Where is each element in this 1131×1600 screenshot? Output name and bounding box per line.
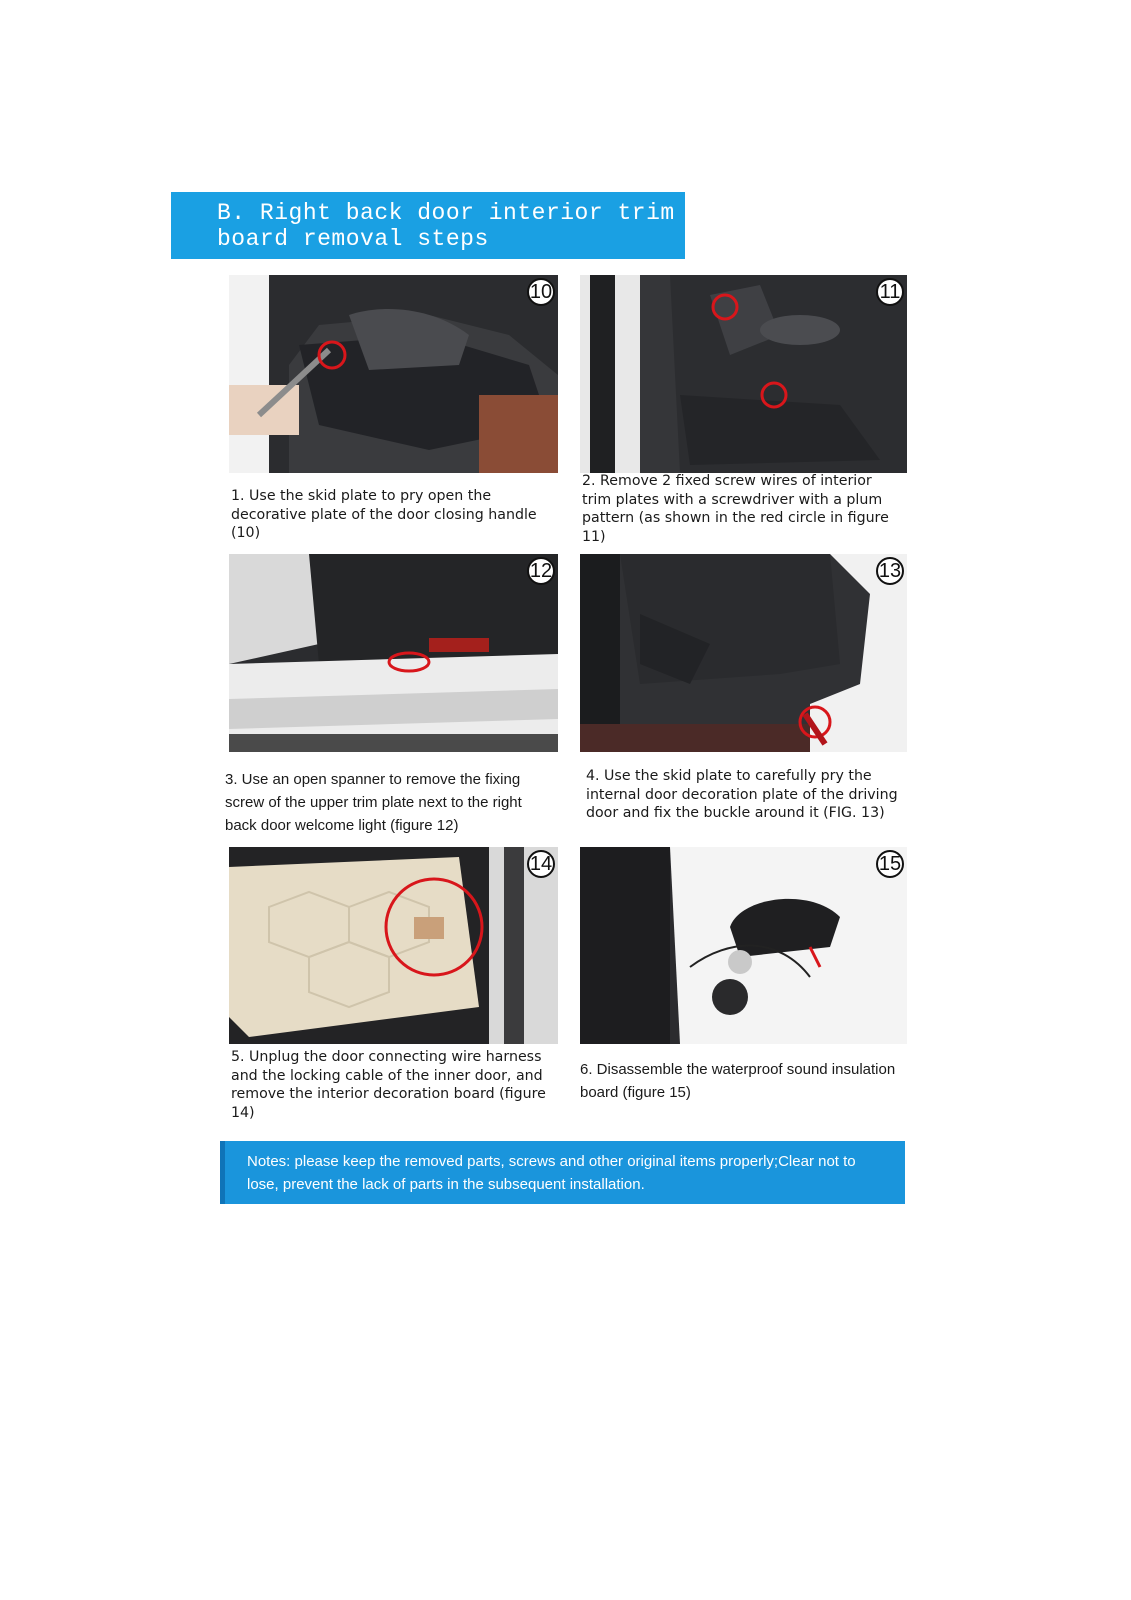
figure-14-photo xyxy=(229,847,558,1044)
notes-box xyxy=(220,1141,905,1204)
figure-11-caption: 2. Remove 2 fixed screw wires of interior trim plates with a screwdriver with a plum pattern (as shown in the red circle in figure 11) xyxy=(582,473,889,545)
figure-12-caption: 3. Use an open spanner to remove the fixing screw of the upper trim plate next to the right back door welcome light (figure 12) xyxy=(225,771,522,834)
figure-11-badge: 11 xyxy=(876,278,904,306)
section-title-banner xyxy=(171,192,685,259)
figure-10-caption: 1. Use the skid plate to pry open the decorative plate of the door closing handle (10) xyxy=(231,488,537,541)
figure-10-photo xyxy=(229,275,558,473)
figure-13-photo xyxy=(580,554,907,752)
figure-14-badge: 14 xyxy=(527,850,555,878)
section-title-line-2: board removal steps xyxy=(217,226,489,252)
figure-15-photo xyxy=(580,847,907,1044)
figure-12-photo xyxy=(229,554,558,752)
figure-10-badge: 10 xyxy=(527,278,555,306)
figure-12-badge: 12 xyxy=(527,557,555,585)
notes-text: Notes: please keep the removed parts, screws and other original items properly;Clear not to lose, prevent the lack of parts in the subsequent installation. xyxy=(247,1153,856,1193)
figure-15-caption: 6. Disassemble the waterproof sound insulation board (figure 15) xyxy=(580,1061,896,1101)
figure-15-badge: 15 xyxy=(876,850,904,878)
figure-13-badge: 13 xyxy=(876,557,904,585)
figure-14-caption: 5. Unplug the door connecting wire harness and the locking cable of the inner door, and remove the interior decoration board (figure 14) xyxy=(231,1049,546,1121)
figure-11-photo xyxy=(580,275,907,473)
figure-13-caption: 4. Use the skid plate to carefully pry the internal door decoration plate of the driving door and fix the buckle around it (FIG. 13) xyxy=(586,768,898,821)
section-title-line-1: B. Right back door interior trim xyxy=(217,200,675,226)
